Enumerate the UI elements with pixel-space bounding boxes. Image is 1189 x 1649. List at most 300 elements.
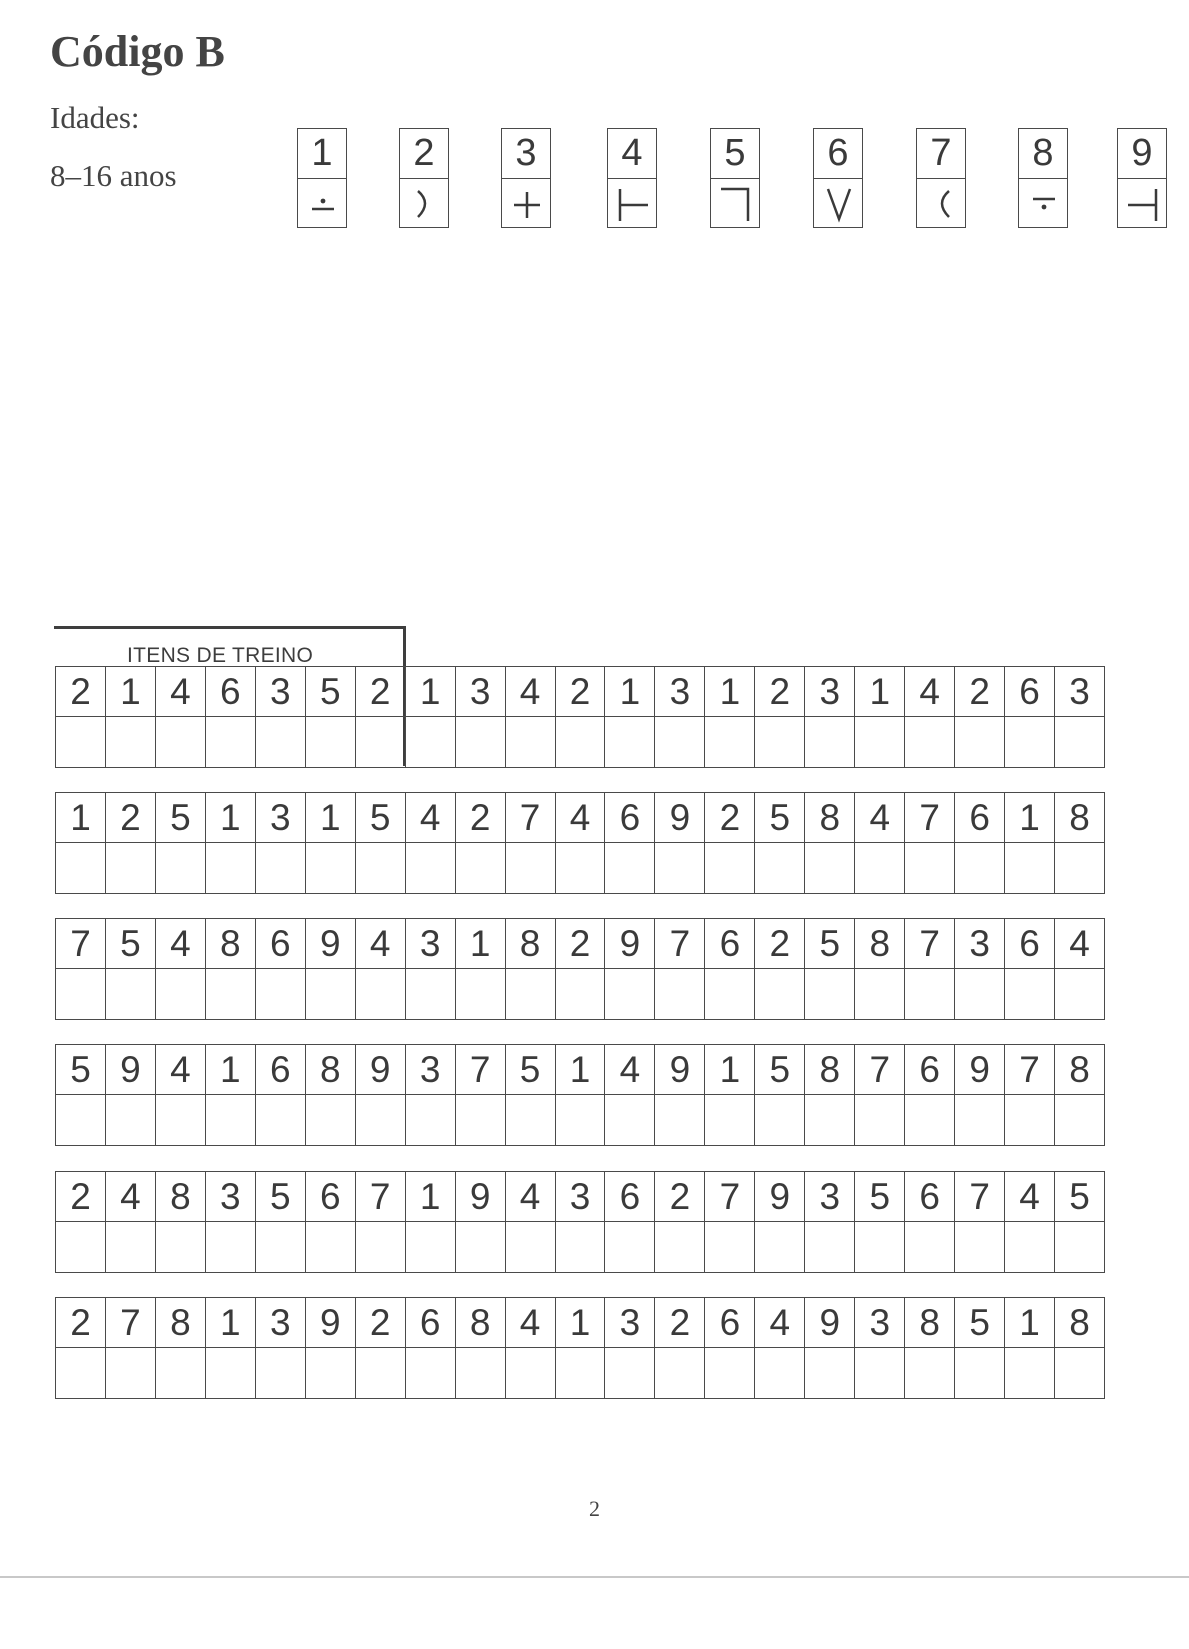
answer-blank[interactable] [206, 969, 255, 1019]
cell-digit: 3 [406, 1045, 455, 1095]
answer-blank[interactable] [156, 717, 205, 767]
cell-digit: 7 [705, 1172, 754, 1222]
cell-digit: 8 [1055, 1045, 1104, 1095]
key-box-6 [813, 128, 863, 228]
answer-blank[interactable] [206, 717, 255, 767]
grid-cell [1005, 1172, 1055, 1272]
answer-blank[interactable] [1055, 969, 1104, 1019]
answer-blank[interactable] [356, 1348, 405, 1398]
grid-cell [805, 667, 855, 767]
answer-blank[interactable] [356, 969, 405, 1019]
key-digit: 7 [917, 129, 965, 179]
grid-cell [805, 919, 855, 1019]
answer-blank[interactable] [556, 1222, 605, 1272]
answer-blank[interactable] [106, 843, 155, 893]
cell-digit: 1 [855, 667, 904, 717]
key-digit: 2 [400, 129, 448, 179]
cell-digit: 6 [905, 1045, 954, 1095]
answer-blank[interactable] [106, 1348, 155, 1398]
answer-blank[interactable] [755, 843, 804, 893]
answer-blank[interactable] [106, 1222, 155, 1272]
grid-cell [855, 1172, 905, 1272]
answer-blank[interactable] [156, 1348, 205, 1398]
grid-cell [1055, 1045, 1104, 1145]
grid-cell [506, 1298, 556, 1398]
answer-blank[interactable] [156, 1095, 205, 1145]
grid-cell [605, 1172, 655, 1272]
cell-digit: 3 [556, 1172, 605, 1222]
grid-cell [556, 793, 606, 893]
grid-cell [406, 919, 456, 1019]
answer-blank[interactable] [506, 843, 555, 893]
answer-row [55, 1297, 1105, 1399]
cell-digit: 3 [406, 919, 455, 969]
answer-blank[interactable] [106, 717, 155, 767]
answer-blank[interactable] [905, 717, 954, 767]
answer-blank[interactable] [755, 1348, 804, 1398]
cell-digit: 7 [905, 919, 954, 969]
answer-blank[interactable] [306, 717, 355, 767]
answer-blank[interactable] [805, 969, 854, 1019]
answer-blank[interactable] [56, 1222, 105, 1272]
age-label: Idades: [50, 100, 140, 135]
key-box-8 [1018, 128, 1068, 228]
cell-digit: 5 [56, 1045, 105, 1095]
answer-blank[interactable] [506, 1348, 555, 1398]
answer-blank[interactable] [556, 843, 605, 893]
cell-digit: 8 [156, 1172, 205, 1222]
page-number: 2 [589, 1496, 600, 1521]
cell-digit: 3 [955, 919, 1004, 969]
key-box-1 [297, 128, 347, 228]
grid-cell [356, 1172, 406, 1272]
answer-blank[interactable] [506, 1095, 555, 1145]
answer-blank[interactable] [755, 717, 804, 767]
answer-blank[interactable] [456, 1348, 505, 1398]
cell-digit: 2 [456, 793, 505, 843]
cell-digit: 4 [855, 793, 904, 843]
grid-cell [655, 1172, 705, 1272]
cell-digit: 6 [955, 793, 1004, 843]
grid-cell [855, 1045, 905, 1145]
grid-cell [456, 793, 506, 893]
answer-blank[interactable] [506, 717, 555, 767]
grid-cell [456, 1045, 506, 1145]
answer-blank[interactable] [56, 1095, 105, 1145]
answer-blank[interactable] [56, 969, 105, 1019]
cell-digit: 7 [855, 1045, 904, 1095]
grid-cell [156, 793, 206, 893]
answer-blank[interactable] [406, 969, 455, 1019]
cell-digit: 8 [306, 1045, 355, 1095]
grid-cell [356, 667, 406, 767]
cell-digit: 1 [206, 793, 255, 843]
grid-cell [456, 919, 506, 1019]
answer-blank[interactable] [256, 843, 305, 893]
cell-digit: 2 [755, 667, 804, 717]
answer-blank[interactable] [506, 969, 555, 1019]
page-title: Código B [50, 27, 225, 76]
key-digit: 4 [608, 129, 656, 179]
answer-blank[interactable] [356, 1222, 405, 1272]
grid-cell [605, 793, 655, 893]
cell-digit: 1 [406, 1172, 455, 1222]
answer-blank[interactable] [406, 1222, 455, 1272]
grid-cell [306, 1298, 356, 1398]
cell-digit: 8 [905, 1298, 954, 1348]
grid-cell [556, 1172, 606, 1272]
grid-cell [1005, 793, 1055, 893]
right-paren-icon [400, 179, 448, 227]
answer-blank[interactable] [805, 1348, 854, 1398]
grid-cell [406, 1172, 456, 1272]
grid-cell [106, 919, 156, 1019]
grid-cell [1055, 1172, 1104, 1272]
answer-blank[interactable] [605, 1095, 654, 1145]
answer-blank[interactable] [556, 1095, 605, 1145]
answer-blank[interactable] [256, 717, 305, 767]
answer-blank[interactable] [955, 1095, 1004, 1145]
answer-blank[interactable] [1055, 1095, 1104, 1145]
age-range: 8–16 anos [50, 158, 177, 193]
grid-cell [256, 1172, 306, 1272]
cell-digit: 2 [705, 793, 754, 843]
cell-digit: 7 [106, 1298, 155, 1348]
answer-blank[interactable] [905, 1222, 954, 1272]
cell-digit: 3 [456, 667, 505, 717]
answer-blank[interactable] [206, 1222, 255, 1272]
cell-digit: 6 [256, 1045, 305, 1095]
answer-blank[interactable] [655, 843, 704, 893]
cell-digit: 9 [605, 919, 654, 969]
answer-blank[interactable] [605, 969, 654, 1019]
answer-blank[interactable] [1005, 1222, 1054, 1272]
cell-digit: 8 [456, 1298, 505, 1348]
answer-blank[interactable] [406, 717, 455, 767]
grid-cell [705, 667, 755, 767]
answer-blank[interactable] [456, 969, 505, 1019]
cell-digit: 4 [506, 1298, 555, 1348]
grid-cell [855, 667, 905, 767]
answer-blank[interactable] [905, 1095, 954, 1145]
cell-digit: 2 [556, 919, 605, 969]
answer-blank[interactable] [655, 1095, 704, 1145]
answer-blank[interactable] [755, 1095, 804, 1145]
answer-blank[interactable] [955, 969, 1004, 1019]
grid-cell [256, 667, 306, 767]
dot-over-bar-icon [298, 179, 346, 227]
answer-blank[interactable] [156, 843, 205, 893]
answer-blank[interactable] [805, 1222, 854, 1272]
answer-blank[interactable] [56, 843, 105, 893]
key-digit: 6 [814, 129, 862, 179]
grid-cell [855, 1298, 905, 1398]
answer-blank[interactable] [705, 843, 754, 893]
answer-blank[interactable] [256, 969, 305, 1019]
cell-digit: 9 [955, 1045, 1004, 1095]
answer-blank[interactable] [705, 1348, 754, 1398]
cell-digit: 8 [855, 919, 904, 969]
answer-blank[interactable] [556, 717, 605, 767]
answer-blank[interactable] [1055, 1222, 1104, 1272]
grid-cell [556, 919, 606, 1019]
cell-digit: 4 [156, 1045, 205, 1095]
answer-blank[interactable] [1005, 1348, 1054, 1398]
answer-blank[interactable] [705, 717, 754, 767]
answer-blank[interactable] [855, 843, 904, 893]
answer-blank[interactable] [805, 1095, 854, 1145]
answer-blank[interactable] [306, 1222, 355, 1272]
answer-blank[interactable] [1055, 843, 1104, 893]
cell-digit: 1 [206, 1298, 255, 1348]
answer-blank[interactable] [855, 969, 904, 1019]
answer-blank[interactable] [406, 843, 455, 893]
grid-cell [805, 793, 855, 893]
answer-blank[interactable] [356, 843, 405, 893]
answer-blank[interactable] [256, 1222, 305, 1272]
grid-cell [755, 667, 805, 767]
answer-blank[interactable] [1055, 717, 1104, 767]
grid-cell [256, 919, 306, 1019]
cell-digit: 7 [56, 919, 105, 969]
answer-blank[interactable] [56, 1348, 105, 1398]
cell-digit: 7 [655, 919, 704, 969]
grid-cell [1055, 1298, 1104, 1398]
grid-cell [905, 1298, 955, 1398]
cell-digit: 2 [106, 793, 155, 843]
answer-blank[interactable] [206, 1095, 255, 1145]
answer-blank[interactable] [655, 1222, 704, 1272]
grid-cell [955, 793, 1005, 893]
grid-cell [1005, 1298, 1055, 1398]
cell-digit: 9 [655, 793, 704, 843]
answer-blank[interactable] [605, 1348, 654, 1398]
cell-digit: 6 [406, 1298, 455, 1348]
cell-digit: 4 [605, 1045, 654, 1095]
grid-cell [905, 1045, 955, 1145]
answer-blank[interactable] [306, 1348, 355, 1398]
grid-cell [755, 919, 805, 1019]
cell-digit: 7 [356, 1172, 405, 1222]
answer-blank[interactable] [905, 1348, 954, 1398]
cell-digit: 7 [955, 1172, 1004, 1222]
cell-digit: 6 [206, 667, 255, 717]
grid-cell [506, 793, 556, 893]
grid-cell [356, 793, 406, 893]
answer-blank[interactable] [755, 1222, 804, 1272]
answer-blank[interactable] [855, 1348, 904, 1398]
answer-blank[interactable] [206, 843, 255, 893]
answer-blank[interactable] [655, 1348, 704, 1398]
grid-cell [206, 1045, 256, 1145]
answer-blank[interactable] [156, 1222, 205, 1272]
cell-digit: 9 [306, 919, 355, 969]
answer-blank[interactable] [556, 1348, 605, 1398]
grid-cell [655, 793, 705, 893]
answer-blank[interactable] [655, 969, 704, 1019]
cell-digit: 9 [456, 1172, 505, 1222]
grid-cell [705, 1045, 755, 1145]
answer-blank[interactable] [705, 969, 754, 1019]
cell-digit: 1 [206, 1045, 255, 1095]
answer-blank[interactable] [406, 1095, 455, 1145]
cell-digit: 1 [605, 667, 654, 717]
answer-blank[interactable] [605, 843, 654, 893]
grid-cell [406, 793, 456, 893]
cell-digit: 8 [805, 1045, 854, 1095]
grid-cell [156, 919, 206, 1019]
grid-cell [755, 1172, 805, 1272]
answer-blank[interactable] [655, 717, 704, 767]
cell-digit: 5 [755, 793, 804, 843]
cell-digit: 3 [1055, 667, 1104, 717]
cell-digit: 2 [56, 1172, 105, 1222]
cell-digit: 2 [56, 1298, 105, 1348]
answer-blank[interactable] [556, 969, 605, 1019]
answer-blank[interactable] [356, 717, 405, 767]
grid-cell [156, 1172, 206, 1272]
cell-digit: 1 [406, 667, 455, 717]
grid-cell [206, 793, 256, 893]
cell-digit: 4 [356, 919, 405, 969]
cell-digit: 5 [506, 1045, 555, 1095]
key-box-9 [1117, 128, 1167, 228]
grid-cell [805, 1045, 855, 1145]
grid-cell [456, 667, 506, 767]
answer-blank[interactable] [705, 1222, 754, 1272]
cell-digit: 2 [356, 667, 405, 717]
grid-cell [156, 1298, 206, 1398]
grid-cell [256, 793, 306, 893]
grid-cell [506, 667, 556, 767]
answer-blank[interactable] [206, 1348, 255, 1398]
cell-digit: 3 [805, 667, 854, 717]
answer-blank[interactable] [106, 1095, 155, 1145]
answer-blank[interactable] [506, 1222, 555, 1272]
answer-blank[interactable] [605, 717, 654, 767]
answer-blank[interactable] [406, 1348, 455, 1398]
cell-digit: 6 [905, 1172, 954, 1222]
cell-digit: 1 [456, 919, 505, 969]
grid-cell [605, 1298, 655, 1398]
grid-cell [1055, 919, 1104, 1019]
cell-digit: 4 [156, 919, 205, 969]
answer-blank[interactable] [456, 1095, 505, 1145]
answer-blank[interactable] [955, 1222, 1004, 1272]
cell-digit: 2 [655, 1298, 704, 1348]
grid-cell [1055, 667, 1104, 767]
grid-cell [356, 919, 406, 1019]
answer-row [55, 918, 1105, 1020]
answer-blank[interactable] [855, 1222, 904, 1272]
cell-digit: 3 [805, 1172, 854, 1222]
answer-blank[interactable] [955, 1348, 1004, 1398]
cell-digit: 7 [1005, 1045, 1054, 1095]
answer-blank[interactable] [306, 969, 355, 1019]
cell-digit: 7 [506, 793, 555, 843]
answer-blank[interactable] [805, 843, 854, 893]
answer-blank[interactable] [955, 717, 1004, 767]
grid-cell [356, 1045, 406, 1145]
cell-digit: 9 [356, 1045, 405, 1095]
grid-cell [206, 667, 256, 767]
cell-digit: 6 [1005, 919, 1054, 969]
key-box-3 [501, 128, 551, 228]
answer-blank[interactable] [256, 1095, 305, 1145]
answer-blank[interactable] [1055, 1348, 1104, 1398]
grid-cell [456, 1172, 506, 1272]
answer-blank[interactable] [755, 969, 804, 1019]
cell-digit: 1 [556, 1298, 605, 1348]
grid-cell [56, 793, 106, 893]
grid-cell [406, 1298, 456, 1398]
grid-cell [206, 919, 256, 1019]
grid-cell [56, 1172, 106, 1272]
answer-blank[interactable] [456, 717, 505, 767]
answer-blank[interactable] [905, 843, 954, 893]
answer-blank[interactable] [106, 969, 155, 1019]
grid-cell [306, 793, 356, 893]
answer-blank[interactable] [855, 717, 904, 767]
left-tee-icon [608, 179, 656, 227]
grid-cell [106, 793, 156, 893]
answer-blank[interactable] [1005, 843, 1054, 893]
answer-blank[interactable] [605, 1222, 654, 1272]
cell-digit: 3 [256, 1298, 305, 1348]
answer-blank[interactable] [1005, 969, 1054, 1019]
grid-cell [655, 1298, 705, 1398]
answer-blank[interactable] [905, 969, 954, 1019]
answer-blank[interactable] [1005, 1095, 1054, 1145]
answer-blank[interactable] [356, 1095, 405, 1145]
answer-blank[interactable] [456, 1222, 505, 1272]
cell-digit: 8 [805, 793, 854, 843]
grid-cell [556, 1045, 606, 1145]
cell-digit: 8 [1055, 1298, 1104, 1348]
answer-blank[interactable] [306, 1095, 355, 1145]
answer-blank[interactable] [1005, 717, 1054, 767]
cell-digit: 2 [356, 1298, 405, 1348]
answer-row [55, 792, 1105, 894]
page-edge-divider [0, 1576, 1189, 1578]
answer-row [55, 1044, 1105, 1146]
grid-cell [156, 667, 206, 767]
cell-digit: 4 [556, 793, 605, 843]
grid-cell [755, 793, 805, 893]
grid-cell [106, 667, 156, 767]
answer-blank[interactable] [705, 1095, 754, 1145]
answer-blank[interactable] [156, 969, 205, 1019]
answer-blank[interactable] [805, 717, 854, 767]
cell-digit: 8 [506, 919, 555, 969]
answer-blank[interactable] [306, 843, 355, 893]
symbol-key [0, 128, 1189, 238]
cell-digit: 1 [556, 1045, 605, 1095]
grid-cell [256, 1045, 306, 1145]
cell-digit: 8 [1055, 793, 1104, 843]
answer-blank[interactable] [456, 843, 505, 893]
answer-blank[interactable] [855, 1095, 904, 1145]
answer-blank[interactable] [56, 717, 105, 767]
cell-digit: 2 [755, 919, 804, 969]
grid-cell [306, 1172, 356, 1272]
answer-blank[interactable] [955, 843, 1004, 893]
cell-digit: 5 [356, 793, 405, 843]
cell-digit: 4 [905, 667, 954, 717]
grid-cell [156, 1045, 206, 1145]
cell-digit: 4 [755, 1298, 804, 1348]
answer-blank[interactable] [256, 1348, 305, 1398]
